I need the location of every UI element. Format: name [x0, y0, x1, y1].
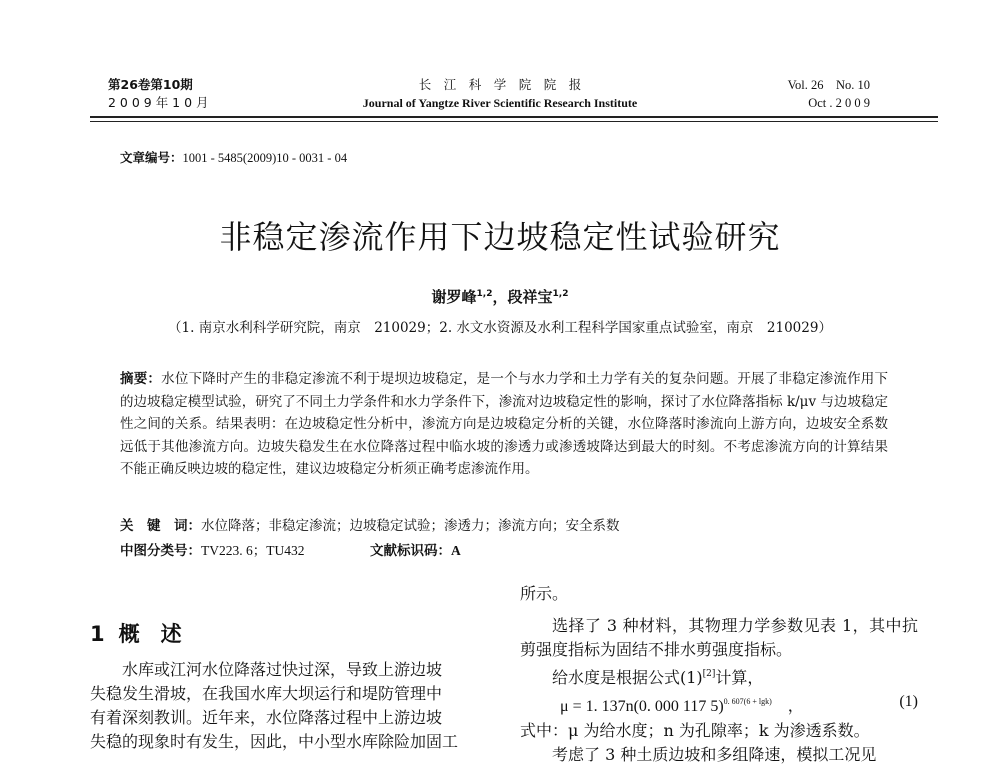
article-number-label: 文章编号：: [120, 150, 183, 165]
left-column: [90, 618, 498, 754]
section-number: 1: [90, 622, 105, 646]
journal-name: [330, 76, 670, 112]
header-rule-thin: [90, 121, 938, 122]
citation: [2]: [702, 669, 716, 679]
paragraph-text: 给水度是根据公式(1): [552, 668, 703, 687]
keywords-label: 关 键 词：: [120, 518, 201, 534]
classification-value: TV223. 6；TU432: [201, 543, 305, 558]
document-code-label: 文献标识码：: [370, 543, 451, 559]
document-code: [370, 539, 461, 559]
section-body: [90, 658, 498, 754]
paragraph-specific-yield: [520, 662, 918, 690]
abstract-label: 摘要：: [120, 371, 162, 387]
author-1: 谢罗峰: [431, 288, 477, 306]
article-number: [120, 148, 347, 166]
journal-issue-en: [788, 76, 870, 112]
body-line: 水库或江河水位降落过快过深，导致上游边坡: [122, 660, 443, 679]
right-column: [520, 582, 918, 767]
author-2: 段祥宝: [507, 288, 553, 306]
journal-name-en: Journal of Yangtze River Scientific Research Institute: [362, 96, 638, 110]
paragraph-materials: 选择了 3 种材料，其物理力学参数见表 1，其中抗剪强度指标为固结不排水剪强度指标。: [520, 616, 918, 659]
body-line: 失稳发生滑坡，在我国水库大坝运行和堤防管理中: [90, 684, 443, 703]
equation-body: [560, 690, 804, 719]
paragraph-text: 计算，: [715, 668, 764, 687]
body-line: 有着深刻教训。近年来，水位降落过程中上游边坡: [90, 708, 443, 727]
body-line: 失稳的现象时有发生，因此，中小型水库除险加固工: [90, 732, 459, 751]
section-heading: [90, 618, 498, 648]
classification-label: 中图分类号：: [120, 543, 201, 559]
equation-number: (1): [899, 693, 918, 710]
journal-name-cn: 长 江 科 学 院 院 报: [418, 77, 582, 92]
author-2-affil: 1,2: [552, 289, 569, 299]
paragraph-conditions: 考虑了 3 种土质边坡和多组降速，模拟工况见: [552, 745, 877, 764]
journal-issue-cn: [108, 76, 209, 112]
keywords: [120, 514, 620, 534]
author-separator: ，: [492, 288, 508, 306]
equation-comma: ，: [787, 698, 804, 715]
equation-main: μ = 1. 137n(0. 000 117 5): [560, 698, 724, 715]
article-number-value: 1001 - 5485(2009)10 - 0031 - 04: [182, 151, 348, 165]
abstract-text: 水位下降时产生的非稳定渗流不利于堤坝边坡稳定，是一个与水力学和土力学有关的复杂问题。开展了非稳定渗流作用下的边坡稳定模型试验，研究了不同土力学条件和水力学条件下，渗流对边坡稳定性的影响，探讨了水位降落指标 k/μv 与边坡稳定性之间的关系。结果表明：在边坡稳定性分析中，渗流方向是边坡稳定分析的关键，水位降落时渗流向上游方向，边坡安全系数远低于其他渗流方向。边坡失稳发生在水位降落过程中临水坡的渗透力或渗透坡降达到最大的时刻。不考虑渗流方向的计算结果不能正确反映边坡的稳定性，建议边坡稳定分析须正确考虑渗流作用。: [120, 371, 889, 477]
paper-title: 非稳定渗流作用下边坡稳定性试验研究: [219, 218, 781, 256]
classification: [120, 539, 305, 559]
date-cn: 2 0 0 9 年 1 0 月: [108, 95, 209, 110]
author-1-affil: 1,2: [476, 289, 493, 299]
equation-exponent: 0. 607(6 + lgk): [723, 697, 772, 706]
volume-issue-cn: 第26卷第10期: [108, 77, 193, 92]
document-code-value: A: [451, 543, 461, 558]
equation-explanation: 式中：μ 为给水度；n 为孔隙率；k 为渗透系数。: [520, 721, 870, 740]
equation-1: [520, 690, 918, 719]
date-en: Oct . 2 0 0 9: [808, 96, 870, 110]
section-title: 概 述: [118, 622, 182, 646]
abstract: [120, 368, 888, 481]
author-line: [0, 286, 1000, 307]
affiliations: （1. 南京水利科学研究院，南京 210029；2. 水文水资源及水利工程科学国家重点试验室，南京 210029）: [168, 320, 832, 336]
keywords-text: 水位降落；非稳定渗流；边坡稳定试验；渗透力；渗流方向；安全系数: [201, 518, 620, 534]
header-rule-thick: [90, 116, 938, 118]
body-line: 所示。: [520, 584, 569, 603]
volume-issue-en: Vol. 26 No. 10: [787, 78, 870, 92]
